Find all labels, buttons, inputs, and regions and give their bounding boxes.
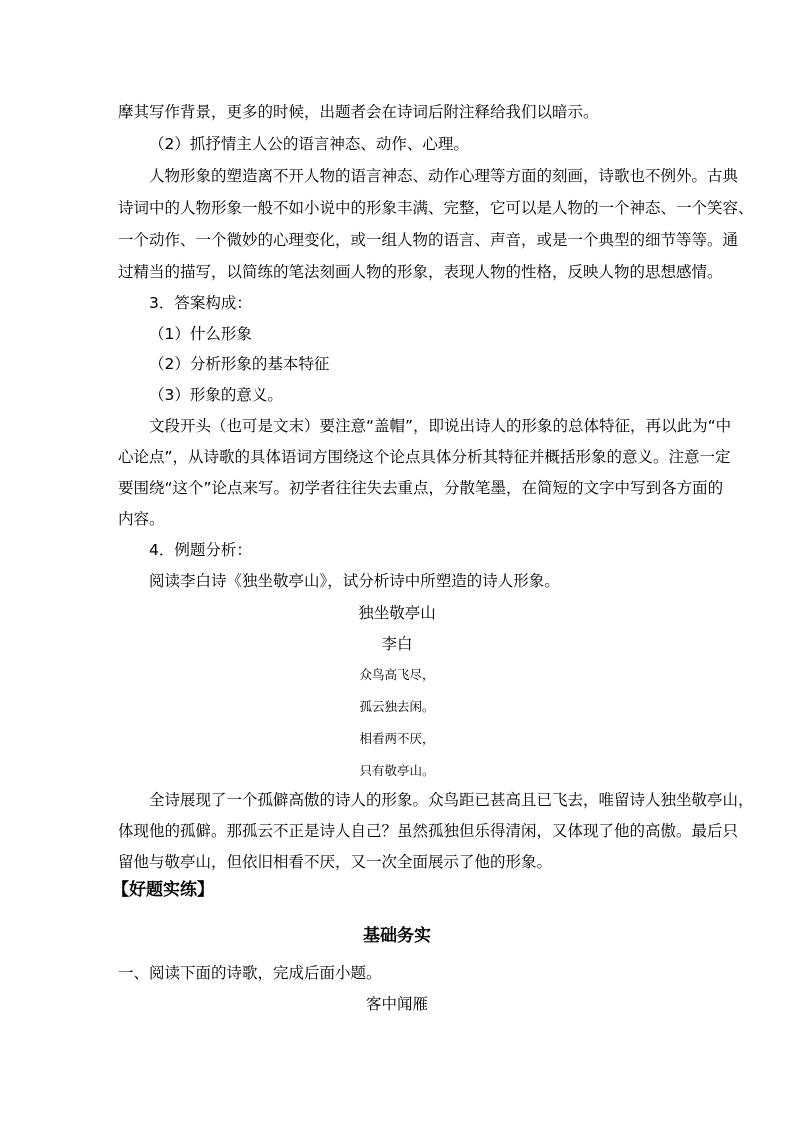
paragraph-line: 要围绕“这个”论点来写。初学者往往失去重点，分散笔墨，在简短的文字中写到各方面的 [118, 479, 724, 497]
paragraph-line: 人物形象的塑造离不开人物的语言神态、动作心理等方面的刻画，诗歌也不例外。古典 [149, 167, 739, 185]
paragraph-line: 文段开头（也可是文末）要注意“盖帽”，即说出诗人的形象的总体特征，再以此为“中 [149, 417, 732, 435]
list-item: （2）分析形象的基本特征 [149, 355, 330, 373]
section-title: 【好题实练】 [112, 880, 214, 900]
list-item: （3）形象的意义。 [149, 386, 283, 404]
list-item: （2）抓抒情主人公的语言神态、动作、心理。 [149, 135, 469, 153]
poem-line: 孤云独去闲。 [359, 699, 435, 714]
paragraph-line: 内容。 [118, 510, 165, 528]
paragraph-line: 留他与敬亭山，但依旧相看不厌，又一次全面展示了他的形象。 [118, 853, 553, 871]
poem-line: 只有敬亭山。 [359, 763, 435, 778]
paragraph-line: 全诗展现了一个孤僻高傲的诗人的形象。众鸟距已甚高且已飞去，唯留诗人独坐敬亭山， [149, 791, 754, 809]
list-heading: 4．例题分析： [149, 541, 252, 559]
poem-author: 李白 [381, 635, 413, 653]
list-item: （1）什么形象 [149, 325, 252, 343]
section-heading: 基础务实 [363, 926, 431, 946]
poem-title: 客中闻雁 [365, 995, 428, 1013]
paragraph-line: 心论点”，从诗歌的具体语词方围绕这个论点具体分析其特征并概括形象的意义。注意一定 [118, 448, 731, 466]
paragraph-line: 过精当的描写，以简练的笔法刻画人物的形象，表现人物的性格，反映人物的思想感情。 [118, 263, 723, 281]
poem-line: 众鸟高飞尽， [359, 667, 435, 682]
poem-title: 独坐敬亭山 [358, 604, 436, 622]
paragraph-line: 一个动作、一个微妙的心理变化，或一组人物的语言、声音，或是一个典型的细节等等。通 [118, 231, 739, 249]
paragraph-line: 体现他的孤僻。那孤云不正是诗人自己？虽然孤独但乐得清闲，又体现了他的高傲。最后只 [118, 822, 739, 840]
paragraph-line: 诗词中的人物形象一般不如小说中的形象丰满、完整，它可以是人物的一个神态、一个笑容、 [118, 199, 754, 217]
paragraph-line: 摩其写作背景，更多的时候，出题者会在诗词后附注释给我们以暗示。 [118, 103, 599, 121]
poem-line: 相看两不厌， [359, 731, 435, 746]
list-heading: 3．答案构成： [149, 294, 252, 312]
question-prompt: 一、阅读下面的诗歌，完成后面小题。 [118, 964, 382, 982]
paragraph-line: 阅读李白诗《独坐敬亭山》，试分析诗中所塑造的诗人形象。 [149, 572, 560, 590]
